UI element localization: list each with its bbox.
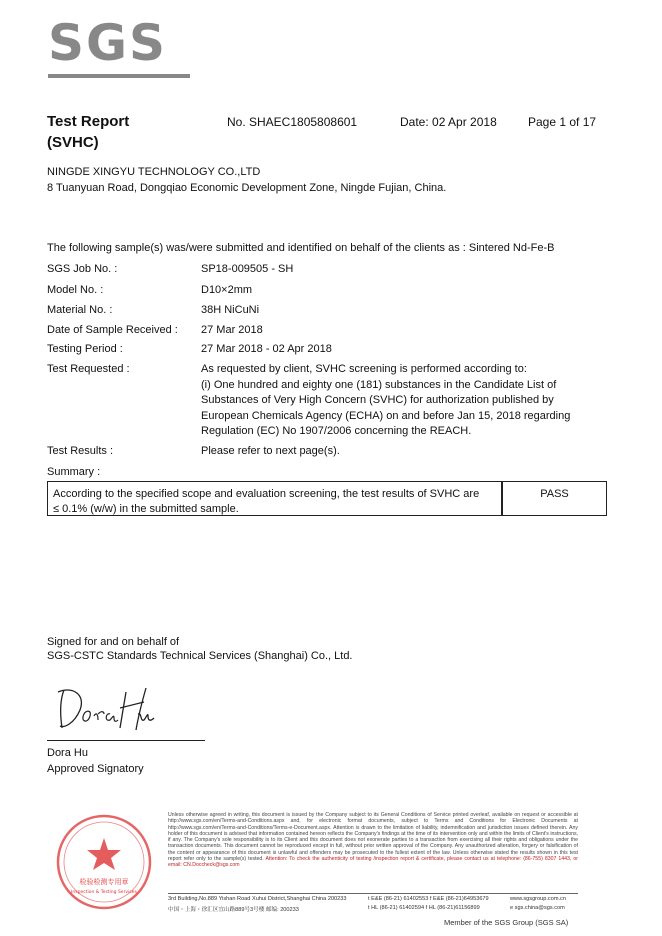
field-label: SGS Job No. : — [47, 263, 118, 275]
stamp-text: 检验检测专用章 — [79, 878, 129, 886]
footer-disclaimer — [168, 812, 578, 869]
field-value: 38H NiCuNi — [201, 304, 260, 316]
telephone-en: t E&E (86-21) 61402553 f E&E (86-21)64953679 — [368, 896, 489, 902]
test-requested-line: Substances of Very High Concern (SVHC) for authorization published by — [201, 394, 554, 406]
page-number: Page 1 of 17 — [528, 115, 597, 129]
telephone-cn: t HL (86-21) 61402594 f HL (86-21)61156899 — [368, 905, 480, 911]
report-title: Test Report — [47, 113, 130, 130]
email: e sgs.china@sgs.com — [510, 905, 565, 911]
summary-text — [53, 487, 493, 517]
website: www.sgsgroup.com.cn — [510, 896, 566, 902]
field-value: SP18-009505 - SH — [201, 263, 294, 275]
authenticity-notice: Attention: To check the authenticity of testing /inspection report & certificate, please contact us at telephone: (86-755) 8307 1443, or email: CN.Doccheck@sgs.com — [168, 856, 578, 869]
field-value: D10×2mm — [201, 284, 253, 296]
test-requested-line: (i) One hundred and eighty one (181) substances in the Candidate List of — [201, 378, 557, 391]
field-label: Material No. : — [47, 304, 113, 316]
report-subtitle: (SVHC) — [47, 134, 99, 151]
field-label: Model No. : — [47, 284, 104, 296]
client-name: NINGDE XINGYU TECHNOLOGY CO.,LTD — [47, 166, 261, 178]
summary-table — [47, 481, 607, 516]
signatory-name: Dora Hu — [47, 747, 88, 759]
logo-text: SGS — [48, 14, 168, 72]
report-number: No. SHAEC1805808601 — [227, 115, 358, 129]
summary-label: Summary : — [47, 466, 101, 478]
field-label: Date of Sample Received : — [47, 324, 178, 336]
field-value: 27 Mar 2018 — [201, 324, 263, 336]
inspection-stamp-icon — [54, 812, 154, 912]
test-requested-line: As requested by client, SVHC screening is performed according to: — [201, 363, 527, 375]
report-date: Date: 02 Apr 2018 — [400, 115, 497, 129]
sample-intro: The following sample(s) was/were submitted and identified on behalf of the clients as : Sintered Nd-Fe-B — [47, 242, 555, 254]
summary-text-line: ≤ 0.1% (w/w) in the submitted sample. — [53, 503, 239, 515]
summary-result: PASS — [540, 488, 569, 500]
field-value: 27 Mar 2018 - 02 Apr 2018 — [201, 343, 332, 355]
field-label: Testing Period : — [47, 343, 123, 355]
test-requested-label: Test Requested : — [47, 363, 130, 375]
sgs-group-member: Member of the SGS Group (SGS SA) — [444, 918, 569, 927]
company-name: SGS-CSTC Standards Technical Services (Shanghai) Co., Ltd. — [47, 650, 353, 662]
signature-image — [54, 684, 164, 736]
sgs-logo — [48, 14, 190, 80]
address-en: 3rd Building,No.889 Yishan Road Xuhui District,Shanghai China 200233 — [168, 896, 347, 902]
logo-underline — [48, 74, 190, 78]
client-address: 8 Tuanyuan Road, Dongqiao Economic Development Zone, Ningde Fujian, China. — [47, 182, 447, 194]
address-cn: 中国・上海・徐汇区宜山路889号3号楼 邮编: 200233 — [168, 907, 299, 913]
disclaimer-text: Unless otherwise agreed in writing, this document is issued by the Company subject to its General Conditions of Service printed overleaf, available on request or accessible at http://www.sgs.com/en/Terms-and-Conditions.aspx and, for electronic format documents, subject to Terms and Conditions for Electronic Documents at http://www.sgs.com/en/Terms-and-Conditions/Terms-e-Document.aspx. Attention is drawn to the limitation of liability, indemnification and jurisdiction issues defined therein. Any holder of this document is advised that information contained hereon reflects the Company's findings at the time of its intervention only and within the limits of Client's instructions, if any. The Company's sole responsibility is to its Client and this document does not exonerate parties to a transaction from exercising all their rights and obligations under the transaction documents. This document cannot be reproduced except in full, without prior written approval of the Company. Any unauthorized alteration, forgery or falsification of the content or appearance of this document is unlawful and offenders may be prosecuted to the fullest extent of the law. Unless otherwise stated the results shown in this test report refer only to the sample(s) tested. — [168, 812, 578, 863]
signed-on-behalf: Signed for and on behalf of — [47, 636, 180, 648]
signature-line — [47, 740, 205, 741]
test-results-value: Please refer to next page(s). — [201, 445, 340, 457]
test-requested-line: European Chemicals Agency (ECHA) on and before Jan 15, 2018 regarding — [201, 409, 571, 422]
test-results-label: Test Results : — [47, 445, 114, 457]
summary-text-line: According to the specified scope and evaluation screening, the test results of SVHC are — [53, 488, 480, 500]
test-requested-text — [201, 362, 591, 440]
test-requested-line: Regulation (EC) No 1907/2006 concerning the REACH. — [201, 425, 472, 437]
stamp-subtext: Inspection & Testing Services — [71, 890, 137, 895]
signatory-title: Approved Signatory — [47, 763, 144, 775]
footer-divider — [168, 893, 578, 894]
